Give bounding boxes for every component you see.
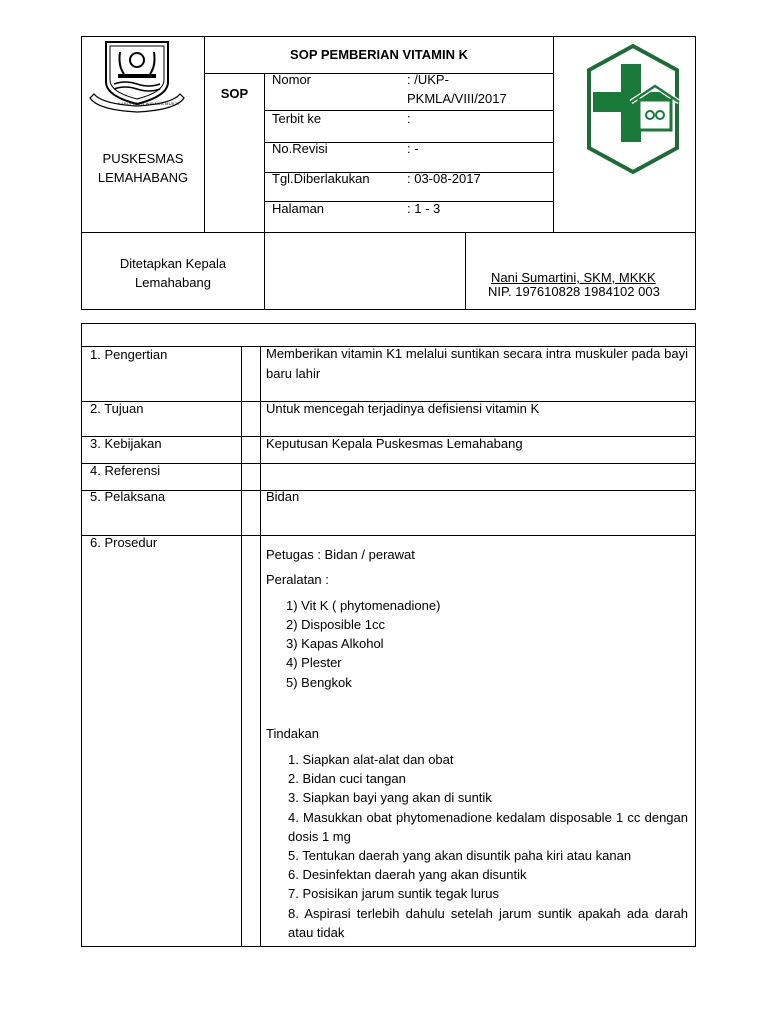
meta-label-tgl: Tgl.Diberlakukan: [272, 171, 370, 186]
tindakan-item: 5. Tentukan daerah yang akan disuntik paha kiri atau kanan: [288, 848, 632, 863]
prosedur-petugas: Petugas : Bidan / perawat: [266, 547, 415, 562]
meta-value-nomor-cont: PKMLA/VIII/2017: [407, 91, 507, 106]
ditetapkan-line1: Ditetapkan Kepala: [119, 256, 227, 271]
row-label-tujuan: 2. Tujuan: [90, 401, 144, 416]
row-label-prosedur: 6. Prosedur: [90, 535, 158, 550]
row-label-pengertian: 1. Pengertian: [90, 347, 168, 362]
logo-banner-text: KABUPATEN WIBAWA MUKTI: [118, 101, 180, 106]
row-content-tujuan: Untuk mencegah terjadinya defisiensi vitamin K: [266, 401, 540, 416]
tindakan-item: 1. Siapkan alat-alat dan obat: [288, 752, 454, 767]
tindakan-item: 8. Aspirasi terlebih dahulu setelah jarum suntik apakah ada darah atau tidak: [288, 906, 688, 940]
peralatan-item: 2) Disposible 1cc: [286, 617, 385, 632]
peralatan-item: 5) Bengkok: [286, 675, 352, 690]
meta-label-nomor: Nomor: [272, 72, 312, 87]
signer-name: Nani Sumartini, SKM, MKKK: [491, 270, 656, 285]
ditetapkan-line2: Lemahabang: [135, 275, 211, 290]
document-title: SOP PEMBERIAN VITAMIN K: [290, 47, 468, 62]
row-content-pelaksana: Bidan: [266, 489, 300, 504]
signer-nip: NIP. 197610828 1984102 003: [488, 284, 660, 299]
row-content-kebijakan: Keputusan Kepala Puskesmas Lemahabang: [266, 436, 523, 451]
peralatan-item: 1) Vit K ( phytomenadione): [286, 598, 441, 613]
prosedur-peralatan-title: Peralatan :: [266, 572, 329, 587]
meta-value-halaman: : 1 - 3: [407, 201, 441, 216]
tindakan-item: 7. Posisikan jarum suntik tegak lurus: [288, 886, 499, 901]
meta-value-revisi: : -: [407, 141, 419, 156]
row-content-pengertian: Memberikan vitamin K1 melalui suntikan secara intra muskuler pada bayi baru lahir: [266, 346, 688, 381]
meta-value-tgl: : 03-08-2017: [407, 171, 481, 186]
meta-value-terbit: :: [407, 111, 411, 126]
institution-name-line1: PUSKESMAS: [102, 151, 184, 166]
puskesmas-cross-logo-icon: [583, 42, 682, 176]
meta-label-halaman: Halaman: [272, 201, 325, 216]
row-label-kebijakan: 3. Kebijakan: [90, 436, 162, 451]
tindakan-item: 6. Desinfektan daerah yang akan disuntik: [288, 867, 527, 882]
tindakan-item: 2. Bidan cuci tangan: [288, 771, 406, 786]
meta-value-nomor: : /UKP-: [407, 72, 449, 87]
institution-name-line2: LEMAHABANG: [97, 170, 189, 185]
row-label-pelaksana: 5. Pelaksana: [90, 489, 166, 504]
tindakan-item: 3. Siapkan bayi yang akan di suntik: [288, 790, 492, 805]
regency-crest-icon: [88, 38, 186, 118]
sop-label: SOP: [220, 86, 249, 101]
prosedur-tindakan-title: Tindakan: [266, 726, 319, 741]
tindakan-item: 4. Masukkan obat phytomenadione kedalam disposable 1 cc dengan dosis 1 mg: [288, 810, 688, 844]
meta-label-revisi: No.Revisi: [272, 141, 328, 156]
peralatan-item: 3) Kapas Alkohol: [286, 636, 384, 651]
row-label-referensi: 4. Referensi: [90, 463, 161, 478]
meta-label-terbit: Terbit ke: [272, 111, 322, 126]
peralatan-item: 4) Plester: [286, 655, 342, 670]
